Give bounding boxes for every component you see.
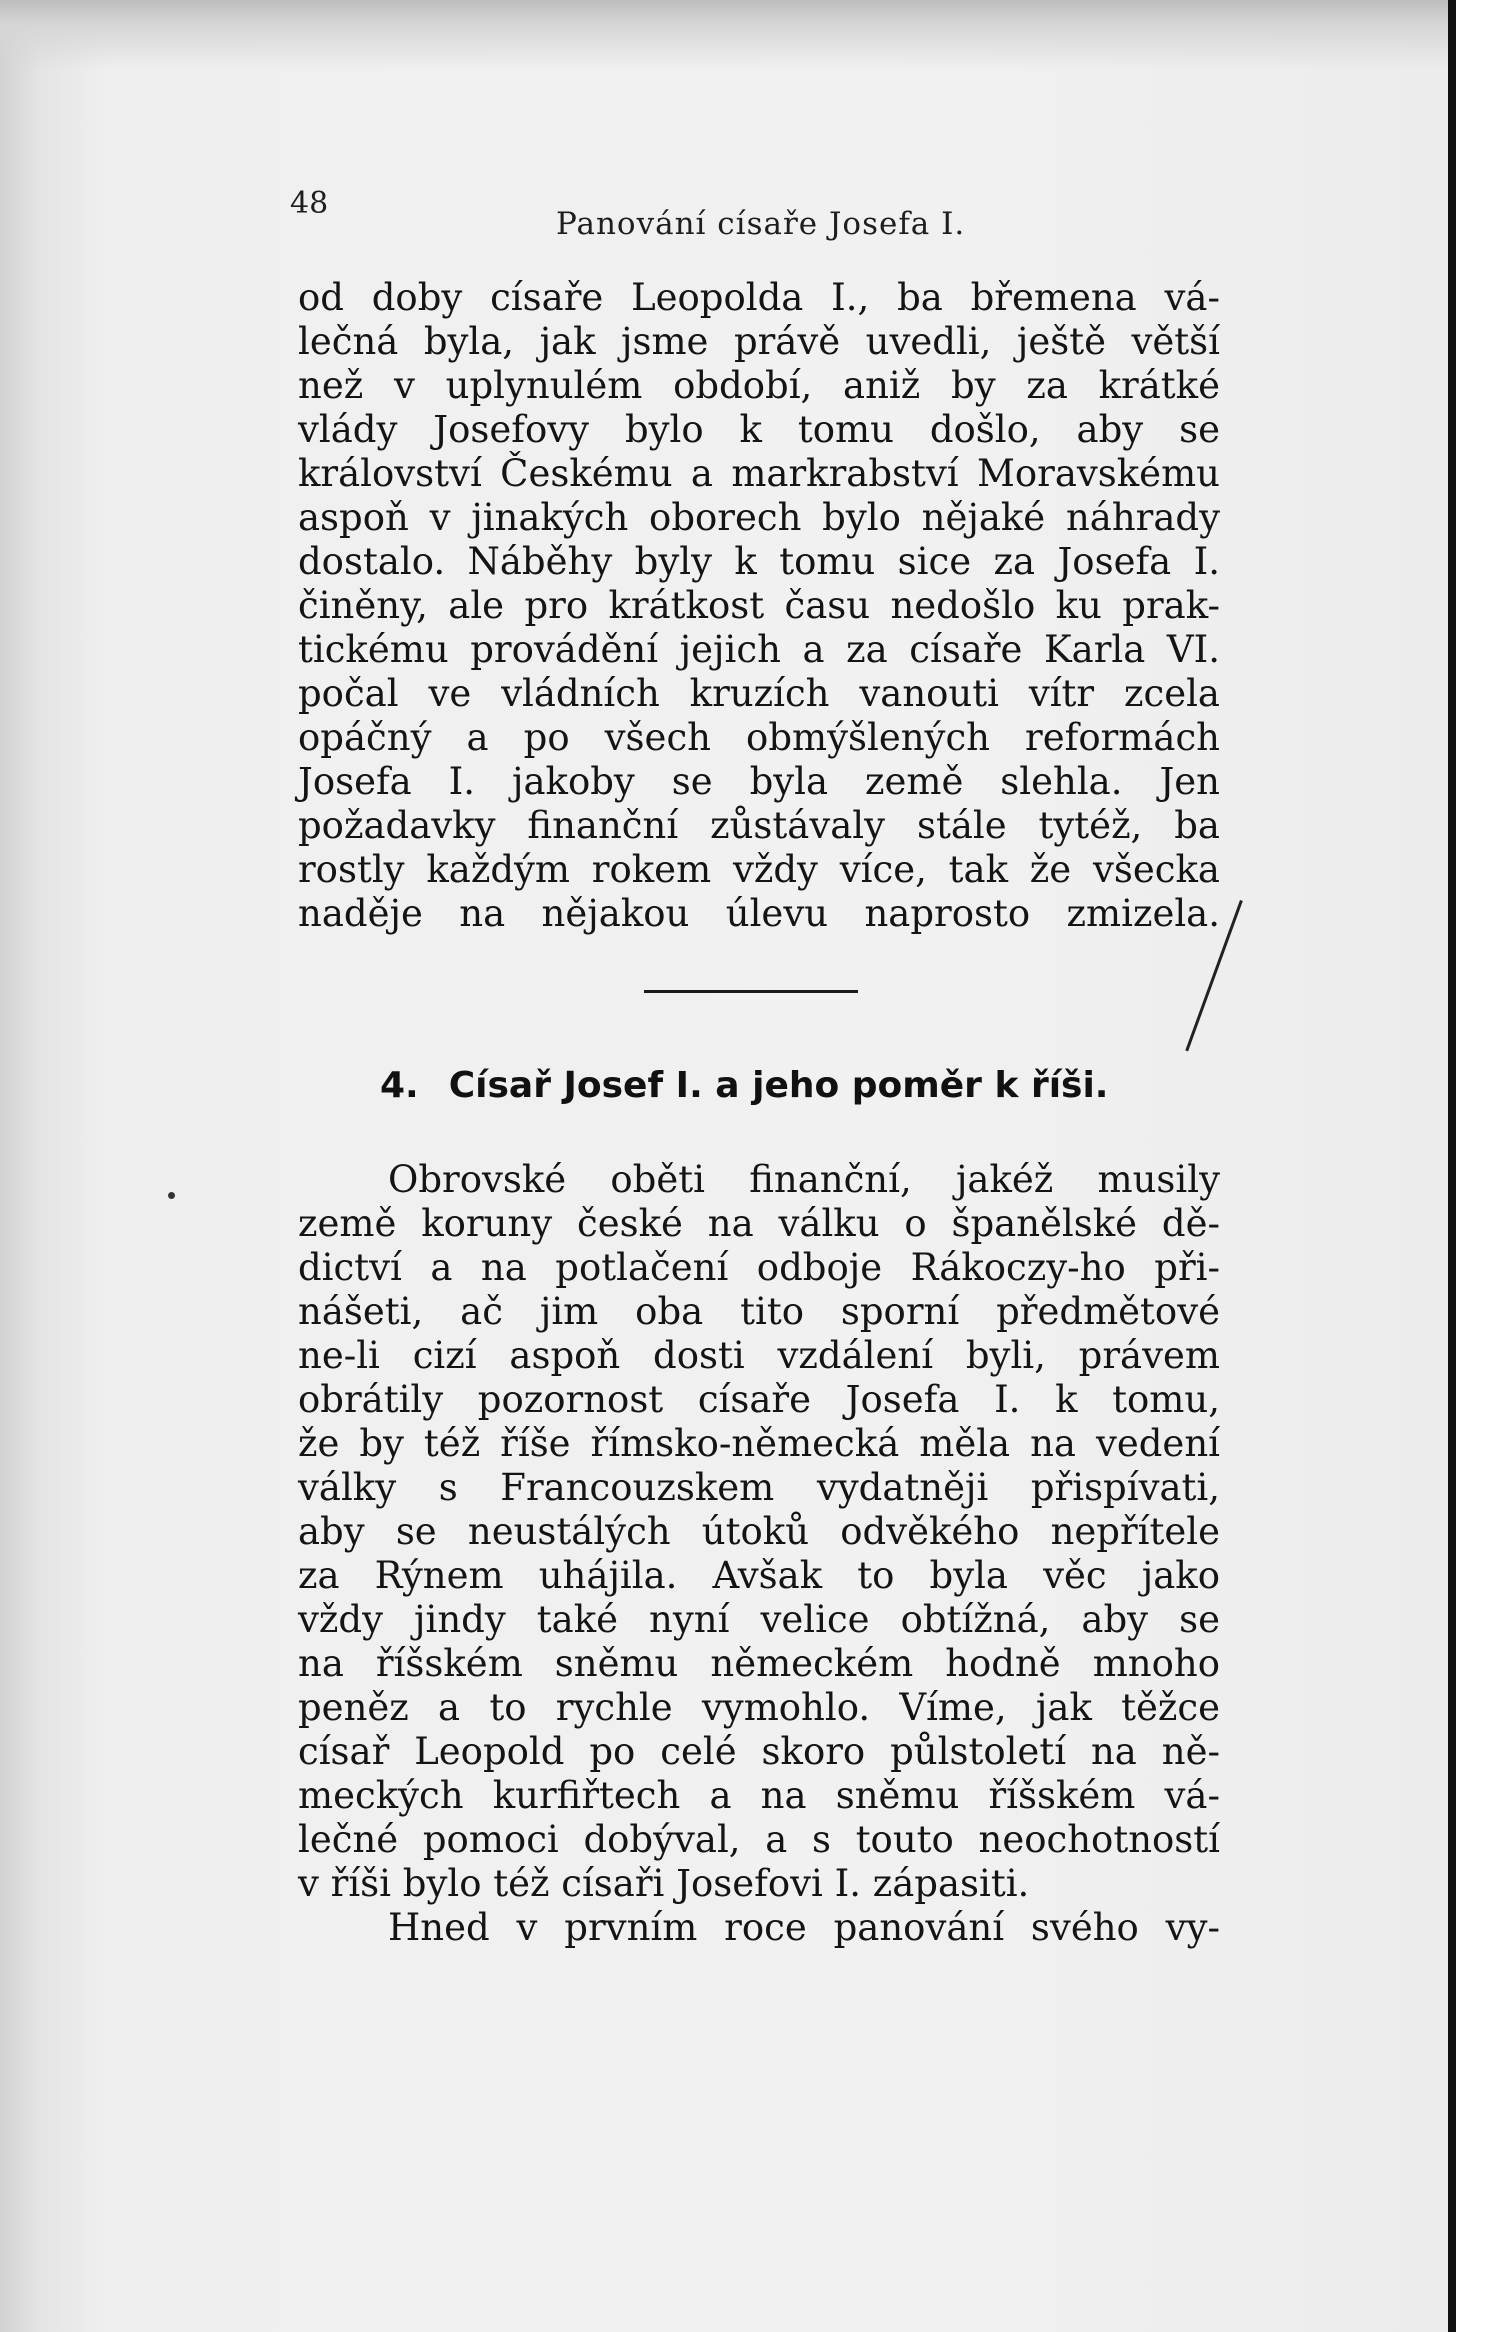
text-line: dostalo. Náběhy byly k tomu sice za Josefa I. (298, 540, 1220, 583)
text-line: činěny, ale pro krátkost času nedošlo ku prak- (298, 584, 1220, 627)
text-line: naděje na nějakou úlevu naprosto zmizela. (298, 892, 1220, 935)
text-line: nášeti, ač jim oba tito sporní předmětové (298, 1290, 1220, 1333)
text-line: na říšském sněmu německém hodně mnoho (298, 1642, 1220, 1685)
text-line: opáčný a po všech obmýšlených reformách (298, 716, 1220, 759)
text-line: peněz a to rychle vymohlo. Víme, jak těžce (298, 1686, 1220, 1729)
text-line: Hned v prvním roce panování svého vy- (388, 1906, 1220, 1949)
text-line: války s Francouzskem vydatněji přispívati, (298, 1466, 1220, 1509)
text-line: než v uplynulém období, aniž by za krátké (298, 364, 1220, 407)
section-divider (644, 990, 858, 993)
text-line: Josefa I. jakoby se byla země slehla. Jen (298, 760, 1220, 803)
section-number: 4. (380, 1065, 419, 1106)
page-number: 48 (290, 186, 329, 221)
text-line: země koruny české na válku o španělské dě- (298, 1202, 1220, 1245)
section-heading (380, 1064, 1140, 1108)
text-line: v říši bylo též císaři Josefovi I. zápasiti. (298, 1862, 1030, 1905)
text-line: aspoň v jinakých oborech bylo nějaké náhrady (298, 496, 1220, 539)
text-line: od doby císaře Leopolda I., ba břemena vá- (298, 276, 1220, 319)
text-line: vlády Josefovy bylo k tomu došlo, aby se (298, 408, 1220, 451)
text-line: požadavky finanční zůstávaly stále tytéž, ba (298, 804, 1220, 847)
text-line: Obrovské oběti finanční, jakéž musily (388, 1158, 1220, 1201)
text-line: aby se neustálých útoků odvěkého nepřítele (298, 1510, 1220, 1553)
text-line: lečné pomoci dobýval, a s touto neochotností (298, 1818, 1220, 1861)
page-edge-shadow (1448, 0, 1456, 2332)
text-line: císař Leopold po celé skoro půlstoletí na ně- (298, 1730, 1220, 1773)
text-line: počal ve vládních kruzích vanouti vítr zcela (298, 672, 1220, 715)
text-line: lečná byla, jak jsme právě uvedli, ještě větší (298, 320, 1220, 363)
text-line: dictví a na potlačení odboje Rákoczy-ho při- (298, 1246, 1220, 1289)
text-line: tickému provádění jejich a za císaře Karla VI. (298, 628, 1220, 671)
text-line: že by též říše římsko-německá měla na vedení (298, 1422, 1220, 1465)
text-line: obrátily pozornost císaře Josefa I. k tomu, (298, 1378, 1220, 1421)
text-line: za Rýnem uhájila. Avšak to byla věc jako (298, 1554, 1220, 1597)
margin-dot (168, 1192, 175, 1199)
text-line: ne-li cizí aspoň dosti vzdálení byli, právem (298, 1334, 1220, 1377)
text-line: vždy jindy také nyní velice obtížná, aby se (298, 1598, 1220, 1641)
text-line: království Českému a markrabství Moravskému (298, 452, 1220, 495)
section-title: Císař Josef I. a jeho poměr k říši. (448, 1065, 1109, 1106)
text-line: meckých kurfiřtech a na sněmu říšském vá- (298, 1774, 1220, 1817)
running-title: Panování císaře Josefa I. (556, 206, 966, 242)
text-line: rostly každým rokem vždy více, tak že všecka (298, 848, 1220, 891)
